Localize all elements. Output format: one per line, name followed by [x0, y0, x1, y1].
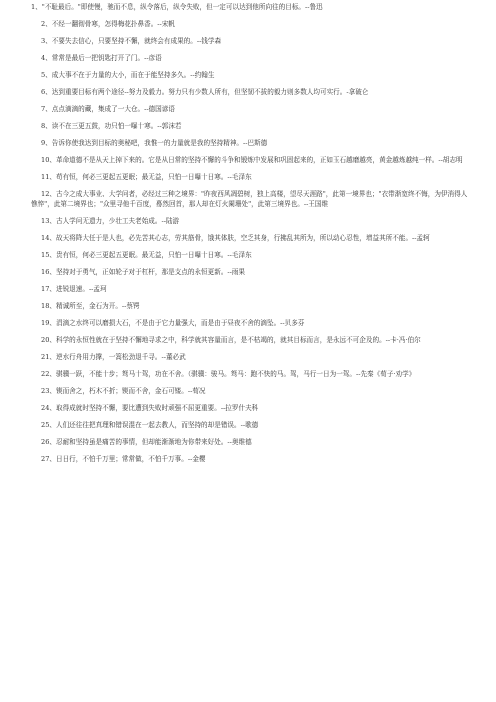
quote-item: 1、"不耻最后。"即使慢，驰而不息，纵令落后，纵令失败，但一定可以达到他所向往的目标。--鲁迅: [31, 3, 323, 11]
quote-item: 18、精诚所至，金石为开。--蔡锷: [41, 302, 140, 310]
quote-item: 4、常常是最后一把钥匙打开了门。--彦语: [41, 54, 162, 62]
quote-item: 20、科学的永恒性就在于坚持不懈地寻求之中，科学就其容量而言，是不枯竭的，就其目标而言，是永远不可企及的。--卡·冯·伯尔: [41, 336, 421, 344]
quote-item: 16、坚持对于勇气，正如轮子对于杠杆，那是支点的永恒更新。--雨果: [41, 268, 246, 276]
quote-item: 11、苟有恒，何必三更起五更眠；最无益，只怕一日曝十日寒。--毛泽东: [41, 173, 252, 181]
quote-item: 14、故天将降大任于是人也，必先苦其心志，劳其筋骨，饿其体肤，空乏其身，行拂乱其所为，所以动心忍性，增益其所不能。--孟轲: [41, 234, 430, 242]
quote-item: 27、日日行，不怕千万里；常常做，不怕千万事。--金樱: [41, 455, 206, 463]
quote-item: 12、古今之成大事业、大学问者，必经过三种之境界："昨夜西风凋碧树，独上高楼，望尽天涯路"，此第一境界也；"衣带渐宽终不悔，为伊消得人憔悴"，此第二境界也；"众里寻他千百度，蓦然回首，那人却在灯火阑珊处"，此第三境界也。--王国维: [31, 190, 468, 208]
quote-item: 10、革命道德不是从天上掉下来的。它是从日常的坚持不懈的斗争和锻炼中发展和巩固起来的，正如玉石越磨越亮，黄金越炼越纯一样。--胡志明: [41, 156, 463, 164]
quote-item: 25、人们还往往把真理和错误混在一起去教人，而坚持的却是错误。--歌德: [41, 421, 259, 429]
quote-item: 24、取得成就时坚持不懈，要比遭到失败时顽强不屈更重要。--拉罗什夫科: [41, 404, 259, 412]
quote-item: 17、进锐退速。--孟珂: [41, 285, 107, 293]
quote-item: 23、锲而舍之，朽木不折；锲而不舍，金石可镂。--荀况: [41, 387, 206, 395]
quote-item: 22、骐骥一跃，不能十步；驽马十驾，功在不舍。（骐骥：骏马。驽马：跑不快的马。驾，马行一日为一驾。--先秦《荀子·劝学》: [41, 370, 416, 378]
quote-item: 9、告诉你使我达到目标的奥秘吧，我惟一的力量就是我的坚持精神。--巴斯德: [41, 139, 268, 147]
quote-item: 19、涓滴之水终可以磨损大石，不是由于它力量强大，而是由于昼夜不舍的滴坠。--贝多芬: [41, 319, 305, 327]
quote-item: 2、不经一翻彻骨寒，怎得梅花扑鼻香。--宋帆: [41, 20, 175, 28]
quote-item: 13、古人学问无遗力，少壮工夫老始成。--陆游: [41, 217, 180, 225]
quote-item: 15、贵有恒，何必三更起五更眠。最无益，只怕一日曝十日寒。--毛泽东: [41, 251, 252, 259]
quote-item: 7、点点滴滴的藏，集成了一大仓。--德国谚语: [41, 105, 175, 113]
document-body: [31, 2, 469, 471]
quote-item: 26、忍耐和坚持虽是痛苦的事情，但却能渐渐地为你带来好处。--奥维德: [41, 438, 252, 446]
quote-item: 3、不要失去信心，只要坚持不懈，就终会有成果的。--钱学森: [41, 37, 222, 45]
quote-item: 5、成大事不在于力量的大小，而在于能坚持多久。--约翰生: [41, 71, 215, 79]
quote-item: 8、读不在三更五鼓，功只怕一曝十寒。--郭沫若: [41, 122, 182, 130]
quote-item: 21、逆水行舟用力撑，一篙松劲退千寻。--董必武: [41, 353, 186, 361]
quote-item: 6、达到重要目标有两个途径--努力及毅力。努力只有少数人所有，但坚韧不拔的毅力则多数人均可实行。-拿破仑: [41, 88, 369, 96]
